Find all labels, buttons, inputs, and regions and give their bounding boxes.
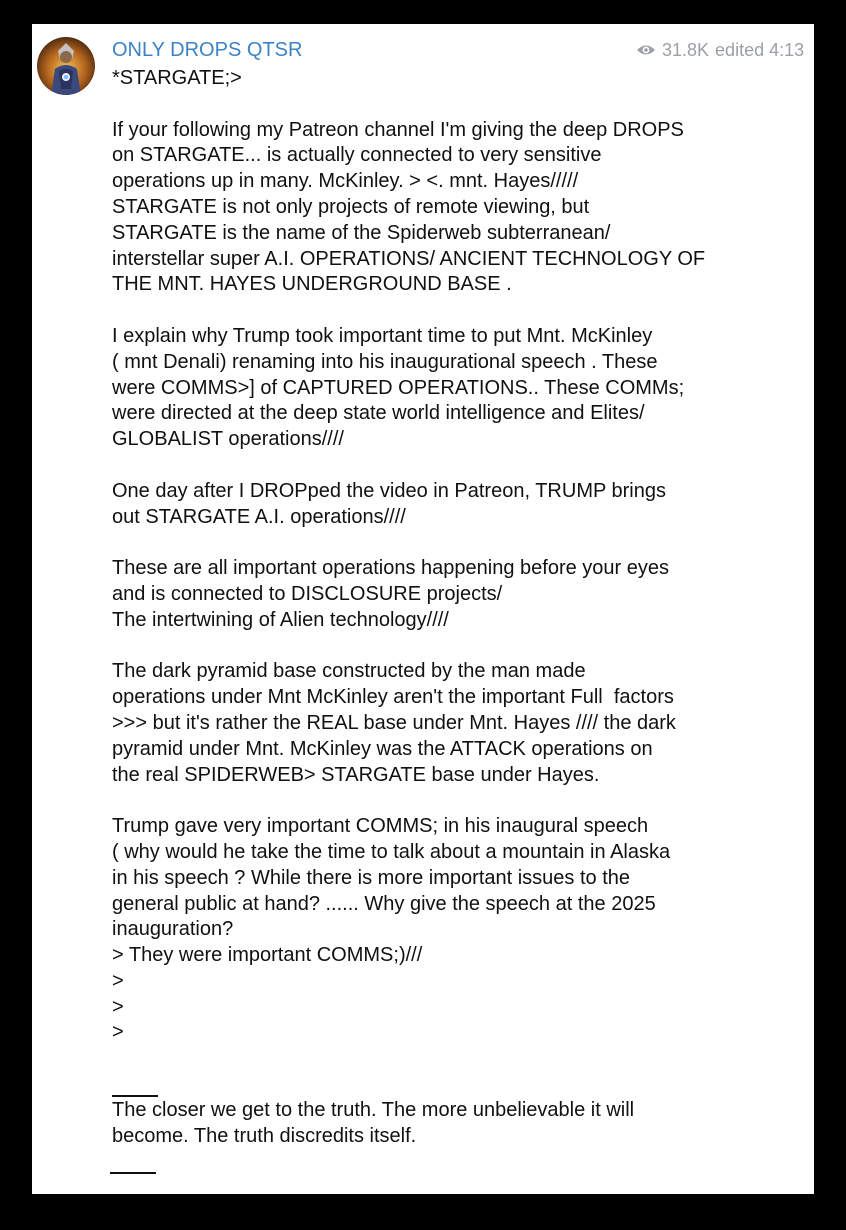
- message-line: [112, 453, 812, 479]
- message-line: ( why would he take the time to talk about a mountain in Alaska: [112, 840, 671, 863]
- message-line: pyramid under Mnt. McKinley was the ATTACK operations on: [112, 737, 653, 760]
- message-card: [32, 24, 814, 1194]
- message-line: out STARGATE A.I. operations////: [112, 505, 406, 528]
- message-line: were COMMS>] of CAPTURED OPERATIONS.. These COMMs;: [112, 376, 685, 399]
- message-line: Trump gave very important COMMS; in his inaugural speech: [112, 815, 649, 838]
- message-line: >: [112, 995, 124, 1018]
- message-line: > They were important COMMS;)///: [112, 944, 423, 967]
- message-line: [112, 1046, 812, 1072]
- message-text: [112, 66, 812, 1149]
- message-line: general public at hand? ...... Why give the speech at the 2025: [112, 892, 656, 915]
- message-line: These are all important operations happening before your eyes: [112, 557, 670, 580]
- message-line: in his speech ? While there is more important issues to the: [112, 866, 631, 889]
- message-line: [112, 788, 812, 814]
- message-line: operations up in many. McKinley. > <. mnt. Hayes/////: [112, 170, 579, 193]
- message-line: STARGATE is not only projects of remote viewing, but: [112, 195, 590, 218]
- message-line: [112, 634, 812, 660]
- message-line: [112, 530, 812, 556]
- message-line: [112, 1072, 812, 1098]
- divider-line: [110, 1172, 156, 1174]
- message-line: interstellar super A.I. OPERATIONS/ ANCIENT TECHNOLOGY OF: [112, 247, 706, 270]
- post-meta: [636, 38, 804, 62]
- message-line: >>> but it's rather the REAL base under Mnt. Hayes //// the dark: [112, 711, 676, 734]
- message-line: [112, 298, 812, 324]
- eye-icon: [636, 43, 656, 57]
- message-line: THE MNT. HAYES UNDERGROUND BASE .: [112, 273, 512, 296]
- message-line: >: [112, 969, 124, 992]
- message-line: on STARGATE... is actually connected to very sensitive: [112, 144, 602, 167]
- message-line: operations under Mnt McKinley aren't the important Full factors: [112, 686, 674, 709]
- message-line: I explain why Trump took important time to put Mnt. McKinley: [112, 324, 653, 347]
- message-line: STARGATE is the name of the Spiderweb subterranean/: [112, 221, 611, 244]
- message-line: were directed at the deep state world intelligence and Elites/: [112, 402, 645, 425]
- edited-timestamp: edited 4:13: [715, 40, 805, 60]
- channel-avatar[interactable]: [37, 37, 95, 95]
- message-line: The dark pyramid base constructed by the man made: [112, 660, 586, 683]
- message-line: GLOBALIST operations////: [112, 428, 344, 451]
- channel-name[interactable]: ONLY DROPS QTSR: [112, 39, 303, 61]
- message-line: and is connected to DISCLOSURE projects/: [112, 582, 503, 605]
- message-line: become. The truth discredits itself.: [112, 1124, 417, 1147]
- message-line: the real SPIDERWEB> STARGATE base under Hayes.: [112, 763, 600, 786]
- message-line: >: [112, 1021, 124, 1044]
- view-count: 31.8K: [662, 40, 710, 60]
- message-line: *STARGATE;>: [112, 67, 242, 89]
- message-line: The closer we get to the truth. The more unbelievable it will: [112, 1098, 635, 1121]
- message-line: ( mnt Denali) renaming into his inaugurational speech . These: [112, 350, 658, 373]
- divider-line: [112, 1095, 158, 1097]
- message-line: [112, 92, 812, 118]
- message-line: If your following my Patreon channel I'm giving the deep DROPS: [112, 118, 684, 141]
- channel-avatar-figure-icon: [37, 37, 95, 95]
- message-line: inauguration?: [112, 918, 234, 941]
- message-line: One day after I DROPped the video in Patreon, TRUMP brings: [112, 479, 666, 502]
- message-line: The intertwining of Alien technology////: [112, 608, 449, 631]
